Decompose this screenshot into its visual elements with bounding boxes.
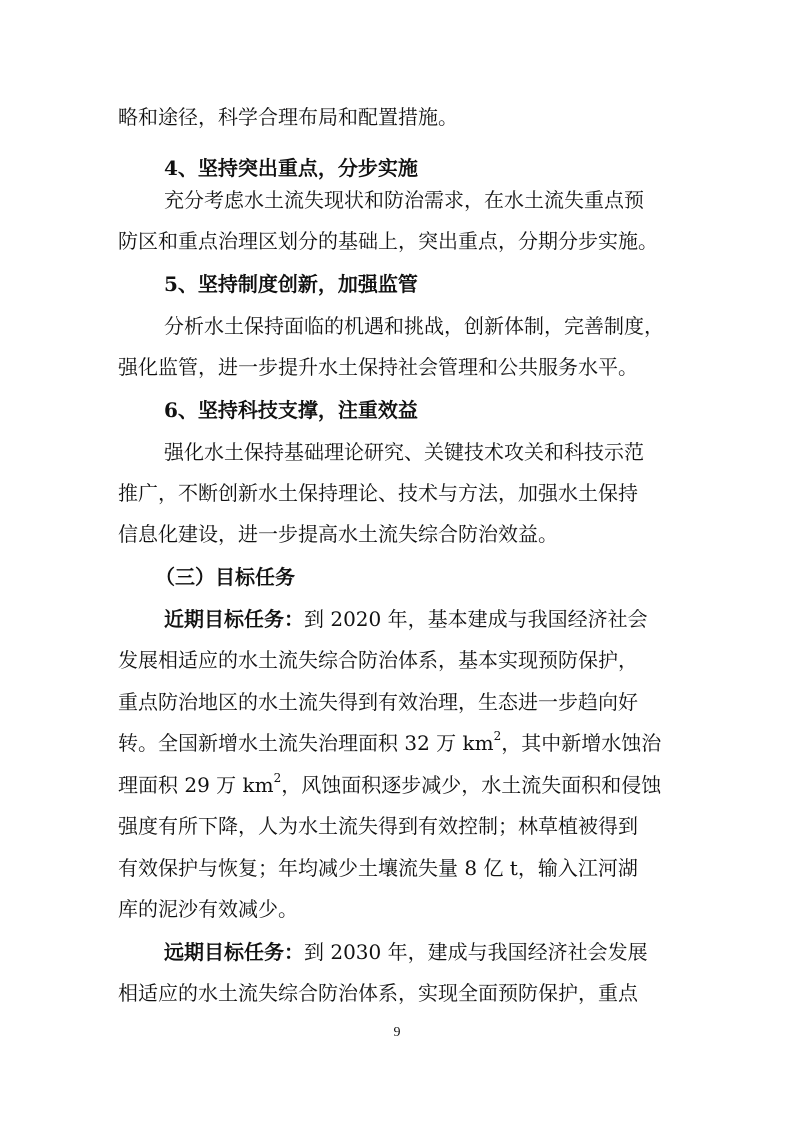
paragraph-line xyxy=(164,605,648,633)
paragraph-line: 强度有所下降，人为水土流失得到有效控制；林草植被得到 xyxy=(118,814,638,838)
superscript: 2 xyxy=(273,771,282,786)
paragraph-line: 略和途径，科学合理布局和配置措施。 xyxy=(118,105,458,129)
text-span: 转。全国新增水土流失治理面积 32 万 km xyxy=(118,731,494,755)
paragraph-line: 防区和重点治理区划分的基础上，突出重点，分期分步实施。 xyxy=(118,229,658,253)
paragraph-line xyxy=(118,729,661,757)
paragraph-line: 信息化建设，进一步提高水土流失综合防治效益。 xyxy=(118,522,558,546)
heading-6: 6、坚持科技支撑，注重效益 xyxy=(164,398,418,422)
far-term-label: 远期目标任务： xyxy=(164,940,304,964)
paragraph-line: 相适应的水土流失综合防治体系，实现全面预防保护，重点 xyxy=(118,981,638,1005)
paragraph-line: 有效保护与恢复；年均减少土壤流失量 8 亿 t，输入江河湖 xyxy=(118,856,638,880)
far-term-text: 到 2030 年，建成与我国经济社会发展 xyxy=(304,940,648,964)
section-heading-3: （三）目标任务 xyxy=(155,565,295,589)
text-span: ，风蚀面积逐步减少，水土流失面积和侵蚀 xyxy=(281,773,662,797)
superscript: 2 xyxy=(493,729,502,744)
paragraph-line: 重点防治地区的水土流失得到有效治理，生态进一步趋向好 xyxy=(118,690,638,714)
paragraph-line: 强化水土保持基础理论研究、关键技术攻关和科技示范 xyxy=(164,440,644,464)
paragraph-line xyxy=(118,771,661,799)
near-term-text: 到 2020 年，基本建成与我国经济社会 xyxy=(304,607,648,631)
paragraph-line: 推广，不断创新水土保持理论、技术与方法，加强水土保持 xyxy=(118,481,638,505)
paragraph-line: 分析水土保持面临的机遇和挑战，创新体制，完善制度， xyxy=(164,314,664,338)
near-term-label: 近期目标任务： xyxy=(164,607,304,631)
text-span: 理面积 29 万 km xyxy=(118,773,274,797)
paragraph-line xyxy=(164,938,648,966)
paragraph-line: 强化监管，进一步提升水土保持社会管理和公共服务水平。 xyxy=(118,355,638,379)
page-number: 9 xyxy=(393,1025,401,1040)
heading-5: 5、坚持制度创新，加强监管 xyxy=(164,272,418,296)
paragraph-line: 库的泥沙有效减少。 xyxy=(118,897,298,921)
heading-4: 4、坚持突出重点，分步实施 xyxy=(164,156,418,180)
paragraph-line: 发展相适应的水土流失综合防治体系，基本实现预防保护， xyxy=(118,648,638,672)
text-span: ，其中新增水蚀治 xyxy=(501,731,662,755)
paragraph-line: 充分考虑水土流失现状和防治需求，在水土流失重点预 xyxy=(164,188,644,212)
